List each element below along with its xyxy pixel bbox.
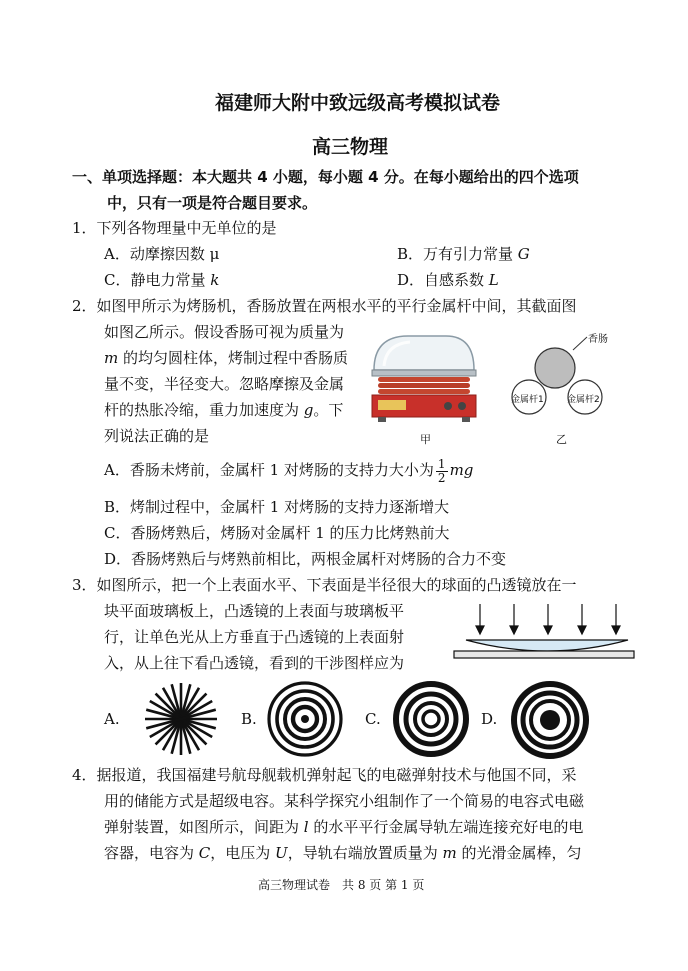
q2-option-b: B．烤制过程中，金属杆 1 对烤肠的支持力逐渐增大	[104, 498, 450, 516]
q1-option-c: C．静电力常量 k	[104, 271, 220, 289]
q2-line2: 如图乙所示。假设香肠可视为质量为	[104, 323, 345, 341]
q4-line2: 用的储能方式是超级电容。某科学探究小组制作了一个简易的电容式电磁	[104, 792, 585, 810]
rings-pattern-c	[392, 680, 470, 758]
fraction-one-half: $\frac{1}{2}$	[437, 456, 446, 485]
q3-line4: 入，从上往下看凸透镜，看到的干涉图样应为	[104, 654, 405, 672]
q1-stem: 1．下列各物理量中无单位的是	[72, 219, 277, 237]
sausage-grill-figure	[368, 330, 480, 426]
exam-title: 福建师大附中致远级高考模拟试卷	[215, 92, 501, 114]
q3-option-c-label: C.	[365, 710, 381, 728]
q2-option-d: D．香肠烤熟后与烤熟前相比，两根金属杆对烤肠的合力不变	[104, 550, 507, 568]
lens-on-glass-figure	[452, 600, 636, 664]
q4-line3: 弹射装置，如图所示，间距为 l 的水平平行金属导轨左端连接充好电的电	[104, 818, 584, 836]
q4-line4: 容器，电容为 C，电压为 U，导轨右端放置质量为 m 的光滑金属棒，匀	[104, 844, 582, 862]
sausage-circle	[535, 348, 575, 388]
fig-yi-label: 乙	[556, 433, 567, 446]
q1-option-d: D．自感系数 L	[397, 271, 499, 289]
label-sausage: 香肠	[588, 334, 608, 345]
q1-option-b: B．万有引力常量 G	[397, 245, 530, 263]
q4-line1: 4．据报道，我国福建号航母舰载机弹射起飞的电磁弹射技术与他国不同，采	[72, 766, 577, 784]
q2-line6: 列说法正确的是	[104, 427, 210, 445]
q3-option-d-label: D.	[481, 710, 498, 728]
q3-option-a-label: A.	[104, 710, 120, 728]
q2-line4: 量不变，半径变大。忽略摩擦及金属	[104, 375, 345, 393]
q3-option-b-label: B.	[241, 710, 257, 728]
section-heading-line2: 中，只有一项是符合题目要求。	[107, 194, 318, 212]
q3-line3: 行，让单色光从上方垂直于凸透镜的上表面射	[104, 628, 405, 646]
rings-pattern-b	[266, 680, 344, 758]
q1-option-a: A．动摩擦因数 μ	[104, 245, 220, 263]
label-rod1: 金属杆1	[511, 395, 544, 405]
glass-plate	[454, 651, 634, 658]
incident-light-arrows	[476, 604, 620, 634]
q2-line1: 2．如图甲所示为烤肠机，香肠放置在两根水平的平行金属杆中间，其截面图	[72, 297, 577, 315]
q3-line1: 3．如图所示，把一个上表面水平、下表面是半径很大的球面的凸透镜放在一	[72, 576, 577, 594]
q2-line3: m 的均匀圆柱体，烤制过程中香肠质	[104, 349, 349, 367]
page-footer: 高三物理试卷 共 8 页 第 1 页	[258, 878, 425, 892]
section-heading-line1: 一、单项选择题：本大题共 4 小题，每小题 4 分。在每小题给出的四个选项	[72, 168, 579, 186]
q2-option-c: C．香肠烤熟后，烤肠对金属杆 1 的压力比烤熟前大	[104, 524, 450, 542]
q3-line2: 块平面玻璃板上，凸透镜的上表面与玻璃板平	[104, 602, 405, 620]
sausages	[378, 377, 470, 394]
radial-lines-pattern	[143, 681, 219, 757]
fig-jia-label: 甲	[420, 433, 431, 446]
q2-line5: 杆的热胀冷缩，重力加速度为 g。下	[104, 401, 344, 419]
subject-title: 高三物理	[312, 136, 389, 158]
sausage-pointer	[573, 337, 587, 350]
convex-lens	[466, 640, 628, 651]
rings-pattern-d	[510, 680, 590, 760]
q2-option-a: A．香肠未烤前，金属杆 1 对烤肠的支持力大小为 $\frac{1}{2}$ mg	[104, 456, 474, 485]
label-rod2: 金属杆2	[567, 395, 600, 405]
